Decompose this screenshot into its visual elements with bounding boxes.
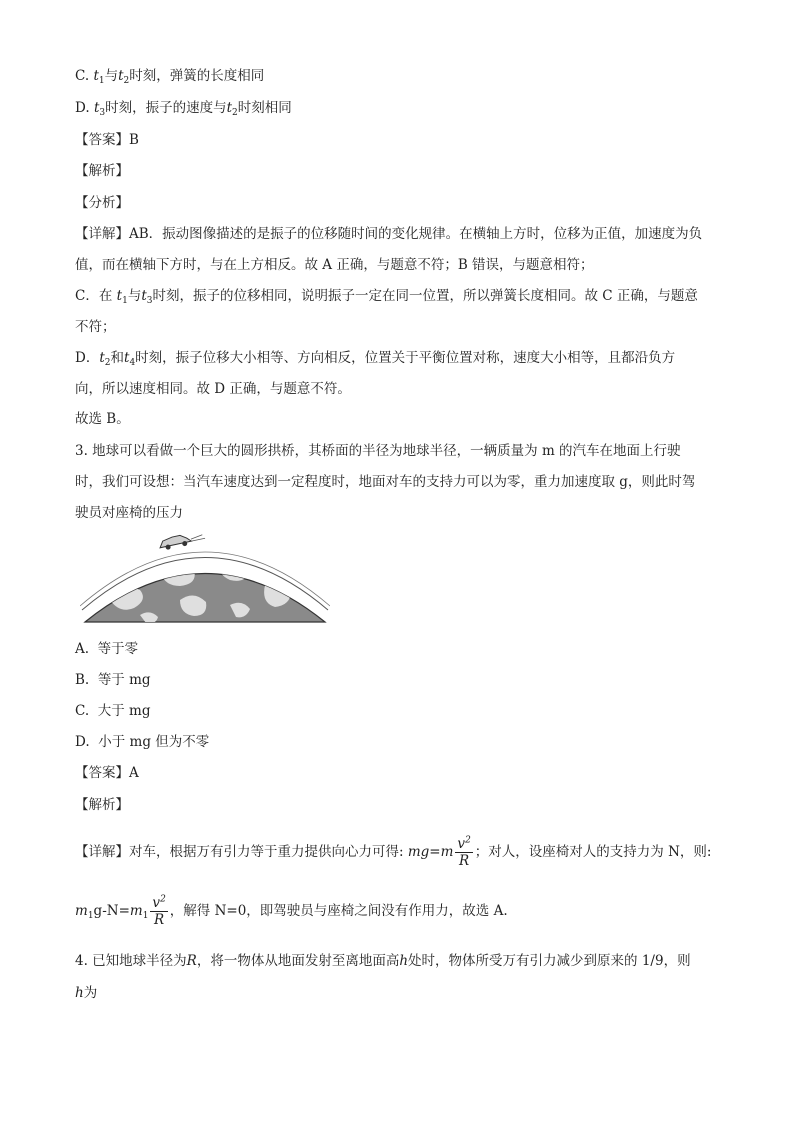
detail-c-line1: C．在 $t_1$与$t_3$时刻，振子的位移相同，说明振子一定在同一位置，所以弹簧长度相同。故 C 正确，与题意 <box>75 288 698 306</box>
fraction-v2-over-r-2: $\frac{v^2}{R}$ <box>152 894 166 928</box>
q3-detail-line1: 【详解】对车，根据万有引力等于重力提供向心力可得: mg=m $\frac{v^2}{R}$ ；对人，设座椅对人的支持力为 N，则: <box>75 835 712 869</box>
q3-option-c: C. 大于 mg <box>75 703 151 719</box>
detail-d-line2: 向，所以速度相同。故 D 正确，与题意不符。 <box>75 381 351 397</box>
option-c: C. $t_1$与$t_2$时刻，弹簧的长度相同 <box>75 68 265 86</box>
q3-option-d: D. 小于 mg 但为不零 <box>75 734 210 750</box>
detail-c-line2: 不符； <box>75 319 116 335</box>
detail-ab-line1: 【详解】AB．振动图像描述的是振子的位移随时间的变化规律。在横轴上方时，位移为正值，加速度为负 <box>75 226 703 242</box>
analysis-label: 【解析】 <box>75 163 129 179</box>
q3-detail-line2: $m_1g-N=m_1$ $\frac{v^2}{R}$ ，解得 N=0，即驾驶员与座椅之间没有作用力，故选 A. <box>75 894 508 928</box>
q3-stem-line2: 时，我们可设想：当汽车速度达到一定程度时，地面对车的支持力可以为零，重力加速度取 g，则此时驾 <box>75 474 696 490</box>
detail-ab-line2: 值，而在横轴下方时，与在上方相反。故 A 正确，与题意不符；B 错误，与题意相符； <box>75 257 594 273</box>
option-d: D. $t_3$时刻，振子的速度与$t_2$时刻相同 <box>75 100 292 118</box>
q3-answer-label: 【答案】A <box>75 765 139 781</box>
q3-option-a: A. 等于零 <box>75 641 139 657</box>
q4-stem-line1: 4. 已知地球半径为R，将一物体从地面发射至离地面高h处时，物体所受万有引力减少到原来的 1/9，则 <box>75 953 691 969</box>
detail-d-line1: D．$t_2$和$t_4$时刻，振子位移大小相等、方向相反，位置关于平衡位置对称，速度大小相等，且都沿负方 <box>75 350 676 368</box>
answer-label: 【答案】B <box>75 132 139 148</box>
fenxi-label: 【分析】 <box>75 195 129 211</box>
conclusion-q2: 故选 B。 <box>75 411 130 427</box>
q3-stem-line1: 3. 地球可以看做一个巨大的圆形拱桥，其桥面的半径为地球半径，一辆质量为 m 的汽车在地面上行驶 <box>75 443 681 459</box>
q4-stem-line2: h为 <box>75 985 98 1001</box>
fraction-v2-over-r: $\frac{v^2}{R}$ <box>457 835 471 869</box>
earth-arch-bridge-figure <box>80 530 330 625</box>
q3-option-b: B. 等于 mg <box>75 672 151 688</box>
q3-stem-line3: 驶员对座椅的压力 <box>75 505 183 521</box>
q3-analysis-label: 【解析】 <box>75 797 129 813</box>
